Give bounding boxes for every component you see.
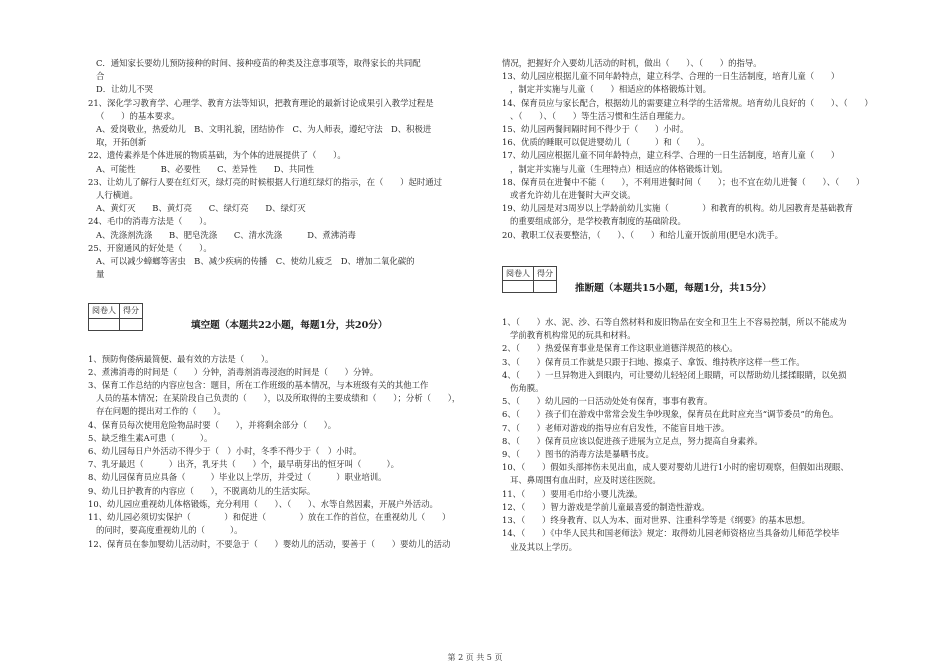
text-line: 9、（ ）图书的消毒方法是暴晒书皮。 bbox=[502, 449, 654, 460]
text-line: 12、保育员在参加婴幼儿活动时，不要急于（ ）婴幼儿的活动，要善于（ ）要幼儿的活动 bbox=[88, 538, 451, 549]
text-line: 1、预防佝偻病最简便、最有效的方法是（ ）。 bbox=[88, 353, 274, 364]
grader-cell bbox=[89, 318, 120, 330]
text-line: 2、（ ）热爱保育事业是保育工作这职业道德洋规范的核心。 bbox=[502, 343, 738, 354]
text-line: 取，开拓创新 bbox=[96, 137, 147, 148]
text-line: A、黄灯灭 B、黄灯亮 C、绿灯亮 D、绿灯灭 bbox=[96, 203, 306, 214]
text-line: 25、开窗通风的好处是（ ）。 bbox=[88, 242, 212, 253]
text-line: 、（ ）、（ ）等生活习惯和生活自理能力。 bbox=[510, 110, 691, 121]
text-line: 人行横道。 bbox=[96, 190, 138, 201]
text-line: 14、保育员应与家长配合，根据幼儿的需要建立科学的生活常规。培育幼儿良好的（ ）、（ ） bbox=[502, 97, 873, 108]
text-line: 14、（ ）《中华人民共和国老师法》规定：取得幼儿园老师资格应当具备幼儿师范学校毕 bbox=[502, 528, 840, 539]
text-line: 耳、鼻周围有血出时，应及时送往医院。 bbox=[510, 475, 661, 486]
text-line: 存在问题的提出对工作的（ ）。 bbox=[96, 406, 226, 417]
text-line: 18、保育员在进餐中不能（ ），不利用进餐时间（ ）；也不宜在幼儿进餐（ ）、（ ） bbox=[502, 176, 865, 187]
grader-label: 阅卷人 bbox=[503, 266, 534, 280]
fill-blank-questions bbox=[88, 353, 490, 551]
text-line: 10、幼儿园应重视幼儿体格锻炼，充分利用（ ）、（ ）、水等自然因素，开展户外活动。 bbox=[88, 498, 438, 509]
text-line: 17、幼儿园应根据儿童不同年龄特点，建立科学、合理的一日生活制度，培育儿童（ ） bbox=[502, 150, 840, 161]
text-line: 3、（ ）保育员工作就是只跟于扫地、擦桌子、拿饭、维持秩序这样一些工作。 bbox=[502, 356, 805, 367]
right-column bbox=[502, 0, 902, 554]
text-line: 22、遗传素养是个体进展的物质基础，为个体的进展提供了（ ）。 bbox=[88, 150, 346, 161]
text-line: 5、缺乏维生素A可患（ ）。 bbox=[88, 432, 213, 443]
text-line: D．让幼儿不哭 bbox=[96, 84, 153, 95]
text-line: A、洗涤剂洗涤 B、肥皂洗涤 C、清水洗涤 D、煮沸消毒 bbox=[96, 229, 356, 240]
text-line: 合 bbox=[96, 71, 105, 82]
text-line: 23、让幼儿了解行人要在红灯灭，绿灯亮的时候根据人行道红绿灯的指示，在（ ）起时通过 bbox=[88, 176, 443, 187]
text-line: 11、（ ）要用毛巾给小婴儿洗澡。 bbox=[502, 488, 643, 499]
text-line: 19、幼儿园是对3周岁以上学龄前幼儿实施（ ）和教育的机构。幼儿园教育是基础教育 bbox=[502, 203, 853, 214]
left-question-block bbox=[88, 57, 490, 281]
text-line: 9、幼儿日护教育的内容应（ ），不脱离幼儿的生活实际。 bbox=[88, 485, 316, 496]
text-line: 7、乳牙最迟（ ）出齐，乳牙共（ ）个，最早萌芽出的恒牙叫（ ）。 bbox=[88, 459, 400, 470]
text-line: 10、（ ）假如头部摔伤未见出血，成人要对婴幼儿进行1小时的密切观察，但假如出现眼、 bbox=[502, 462, 849, 473]
score-table bbox=[88, 303, 143, 330]
text-line: 3、保育工作总结的内容应包含：题目，所在工作班级的基本情况，与本班级有关的其他工作 bbox=[88, 380, 429, 391]
text-line: 15、幼儿园两餐间隔时间不得少于（ ）小时。 bbox=[502, 124, 689, 135]
text-line: 的重要组成部分，是学校教育制度的基础阶段。 bbox=[510, 216, 686, 227]
text-line: 16、优质的睡眠可以促进婴幼儿（ ）和（ ）。 bbox=[502, 137, 710, 148]
text-line: 1、（ ）水、泥、沙、石等自然材料和废旧物品在安全和卫生上不容易控制，所以不能成为 bbox=[502, 317, 847, 328]
text-line: 6、幼儿园每日户外活动不得少于（ ）小时，冬季不得少于（ ）小时。 bbox=[88, 446, 362, 457]
score-table bbox=[502, 266, 557, 293]
text-line: 学前教育机构常见的玩具和材料。 bbox=[510, 330, 636, 341]
fill-blank-section-header bbox=[88, 303, 490, 332]
right-question-block bbox=[502, 57, 902, 242]
left-column bbox=[88, 0, 490, 551]
text-line: A、爱岗敬业，热爱幼儿 B、文明礼貌，团结协作 C、为人师表，遵纪守法 D、积极进 bbox=[96, 124, 432, 135]
text-line: 5、（ ）幼儿园的一日活动处处有保育，事事有教育。 bbox=[502, 396, 713, 407]
text-line: ，制定并实施与儿童（生理特点）相适应的体格锻炼计划。 bbox=[510, 163, 728, 174]
text-line: C．通知家长要幼儿预防接种的时间、接种疫苗的种类及注意事项等，取得家长的共同配 bbox=[96, 58, 421, 68]
section-title-fill-blank: 填空题（本题共22小题，每题1分，共20分） bbox=[191, 320, 388, 332]
grader-label: 阅卷人 bbox=[89, 304, 120, 318]
text-line: 的问时，要高度重视幼儿的（ ）。 bbox=[96, 525, 243, 536]
text-line: 21、深化学习教育学、心理学、教育方法等知识，把教育理论的最新讨论成果引入教学过程是 bbox=[88, 97, 434, 108]
text-line: 或者允许幼儿在进餐时大声交谈。 bbox=[510, 190, 636, 201]
text-line: 2、煮沸消毒的时间是（ ）分钟，消毒剂消毒浸泡的时间是（ ）分钟。 bbox=[88, 366, 379, 377]
text-line: 4、保育员每次使用危险物品时要（ ），并将剩余部分（ ）。 bbox=[88, 419, 337, 430]
text-line: 13、幼儿园应根据儿童不同年龄特点，建立科学、合理的一日生活制度，培育儿童（ ） bbox=[502, 71, 840, 82]
score-label: 得分 bbox=[534, 266, 557, 280]
page-number: 第 2 页 共 5 页 bbox=[447, 653, 503, 662]
true-false-section-header bbox=[502, 266, 902, 295]
text-line: 8、（ ）保育员应该以促进孩子进展为立足点，努力提高自身素养。 bbox=[502, 435, 763, 446]
text-line: （ ）的基本要求。 bbox=[96, 110, 180, 121]
text-line: 24、毛巾的消毒方法是（ ）。 bbox=[88, 216, 212, 227]
score-cell bbox=[120, 318, 143, 330]
text-line: 20、教职工仪表要整洁，（ ）、（ ）和给儿童开饭前用(肥皂水)洗手。 bbox=[502, 229, 783, 240]
text-line: 11、幼儿园必须切实保护（ ）和促进（ ）放在工作的首位，在重视幼儿（ ） bbox=[88, 512, 451, 523]
text-line: A、可以减少蟑螂等害虫 B、减少疾病的传播 C、使幼儿疲乏 D、增加二氧化碳的 bbox=[96, 256, 415, 267]
score-cell bbox=[534, 281, 557, 293]
text-line: 量 bbox=[96, 269, 105, 280]
text-line: A、可能性 B、必要性 C、差异性 D、共同性 bbox=[96, 163, 314, 174]
score-label: 得分 bbox=[120, 304, 143, 318]
text-line: 情况，把握好介入要幼儿活动的时机，做出（ ）、（ ）的指导。 bbox=[502, 58, 762, 68]
text-line: 6、（ ）孩子们在游戏中常常会发生争吵现象，保育员在此时应充当“调节委员”的角色。 bbox=[502, 409, 839, 420]
text-line: 7、（ ）老师对游戏的指导应有启发性，不能盲目地干涉。 bbox=[502, 422, 730, 433]
text-line: 人员的基本情况；在某阶段自己负责的（ ），以及所取得的主要成绩和（ ）；分析（ ）， bbox=[96, 393, 461, 404]
text-line: 12、（ ）智力游戏是学前儿童最喜爱的制造性游戏。 bbox=[502, 501, 710, 512]
text-line: 业及其以上学历。 bbox=[510, 541, 577, 552]
text-line: 4、（ ）一旦异物进入到眼内，可让婴幼儿轻轻闭上眼睛，可以帮助幼儿揉揉眼睛，以免损 bbox=[502, 369, 847, 380]
text-line: 伤角膜。 bbox=[510, 383, 544, 394]
text-line: 8、幼儿园保育员应具备（ ）毕业以上学历，并受过（ ）职业培训。 bbox=[88, 472, 387, 483]
true-false-questions bbox=[502, 316, 902, 554]
section-title-true-false: 推断题（本题共15小题，每题1分，共15分） bbox=[575, 282, 772, 294]
text-line: 13、（ ）终身教育、以人为本、面对世界、注重科学等是《纲要》的基本思想。 bbox=[502, 515, 810, 526]
grader-cell bbox=[503, 281, 534, 293]
text-line: ，制定并实施与儿童（ ）相适应的体格锻炼计划。 bbox=[510, 84, 711, 95]
